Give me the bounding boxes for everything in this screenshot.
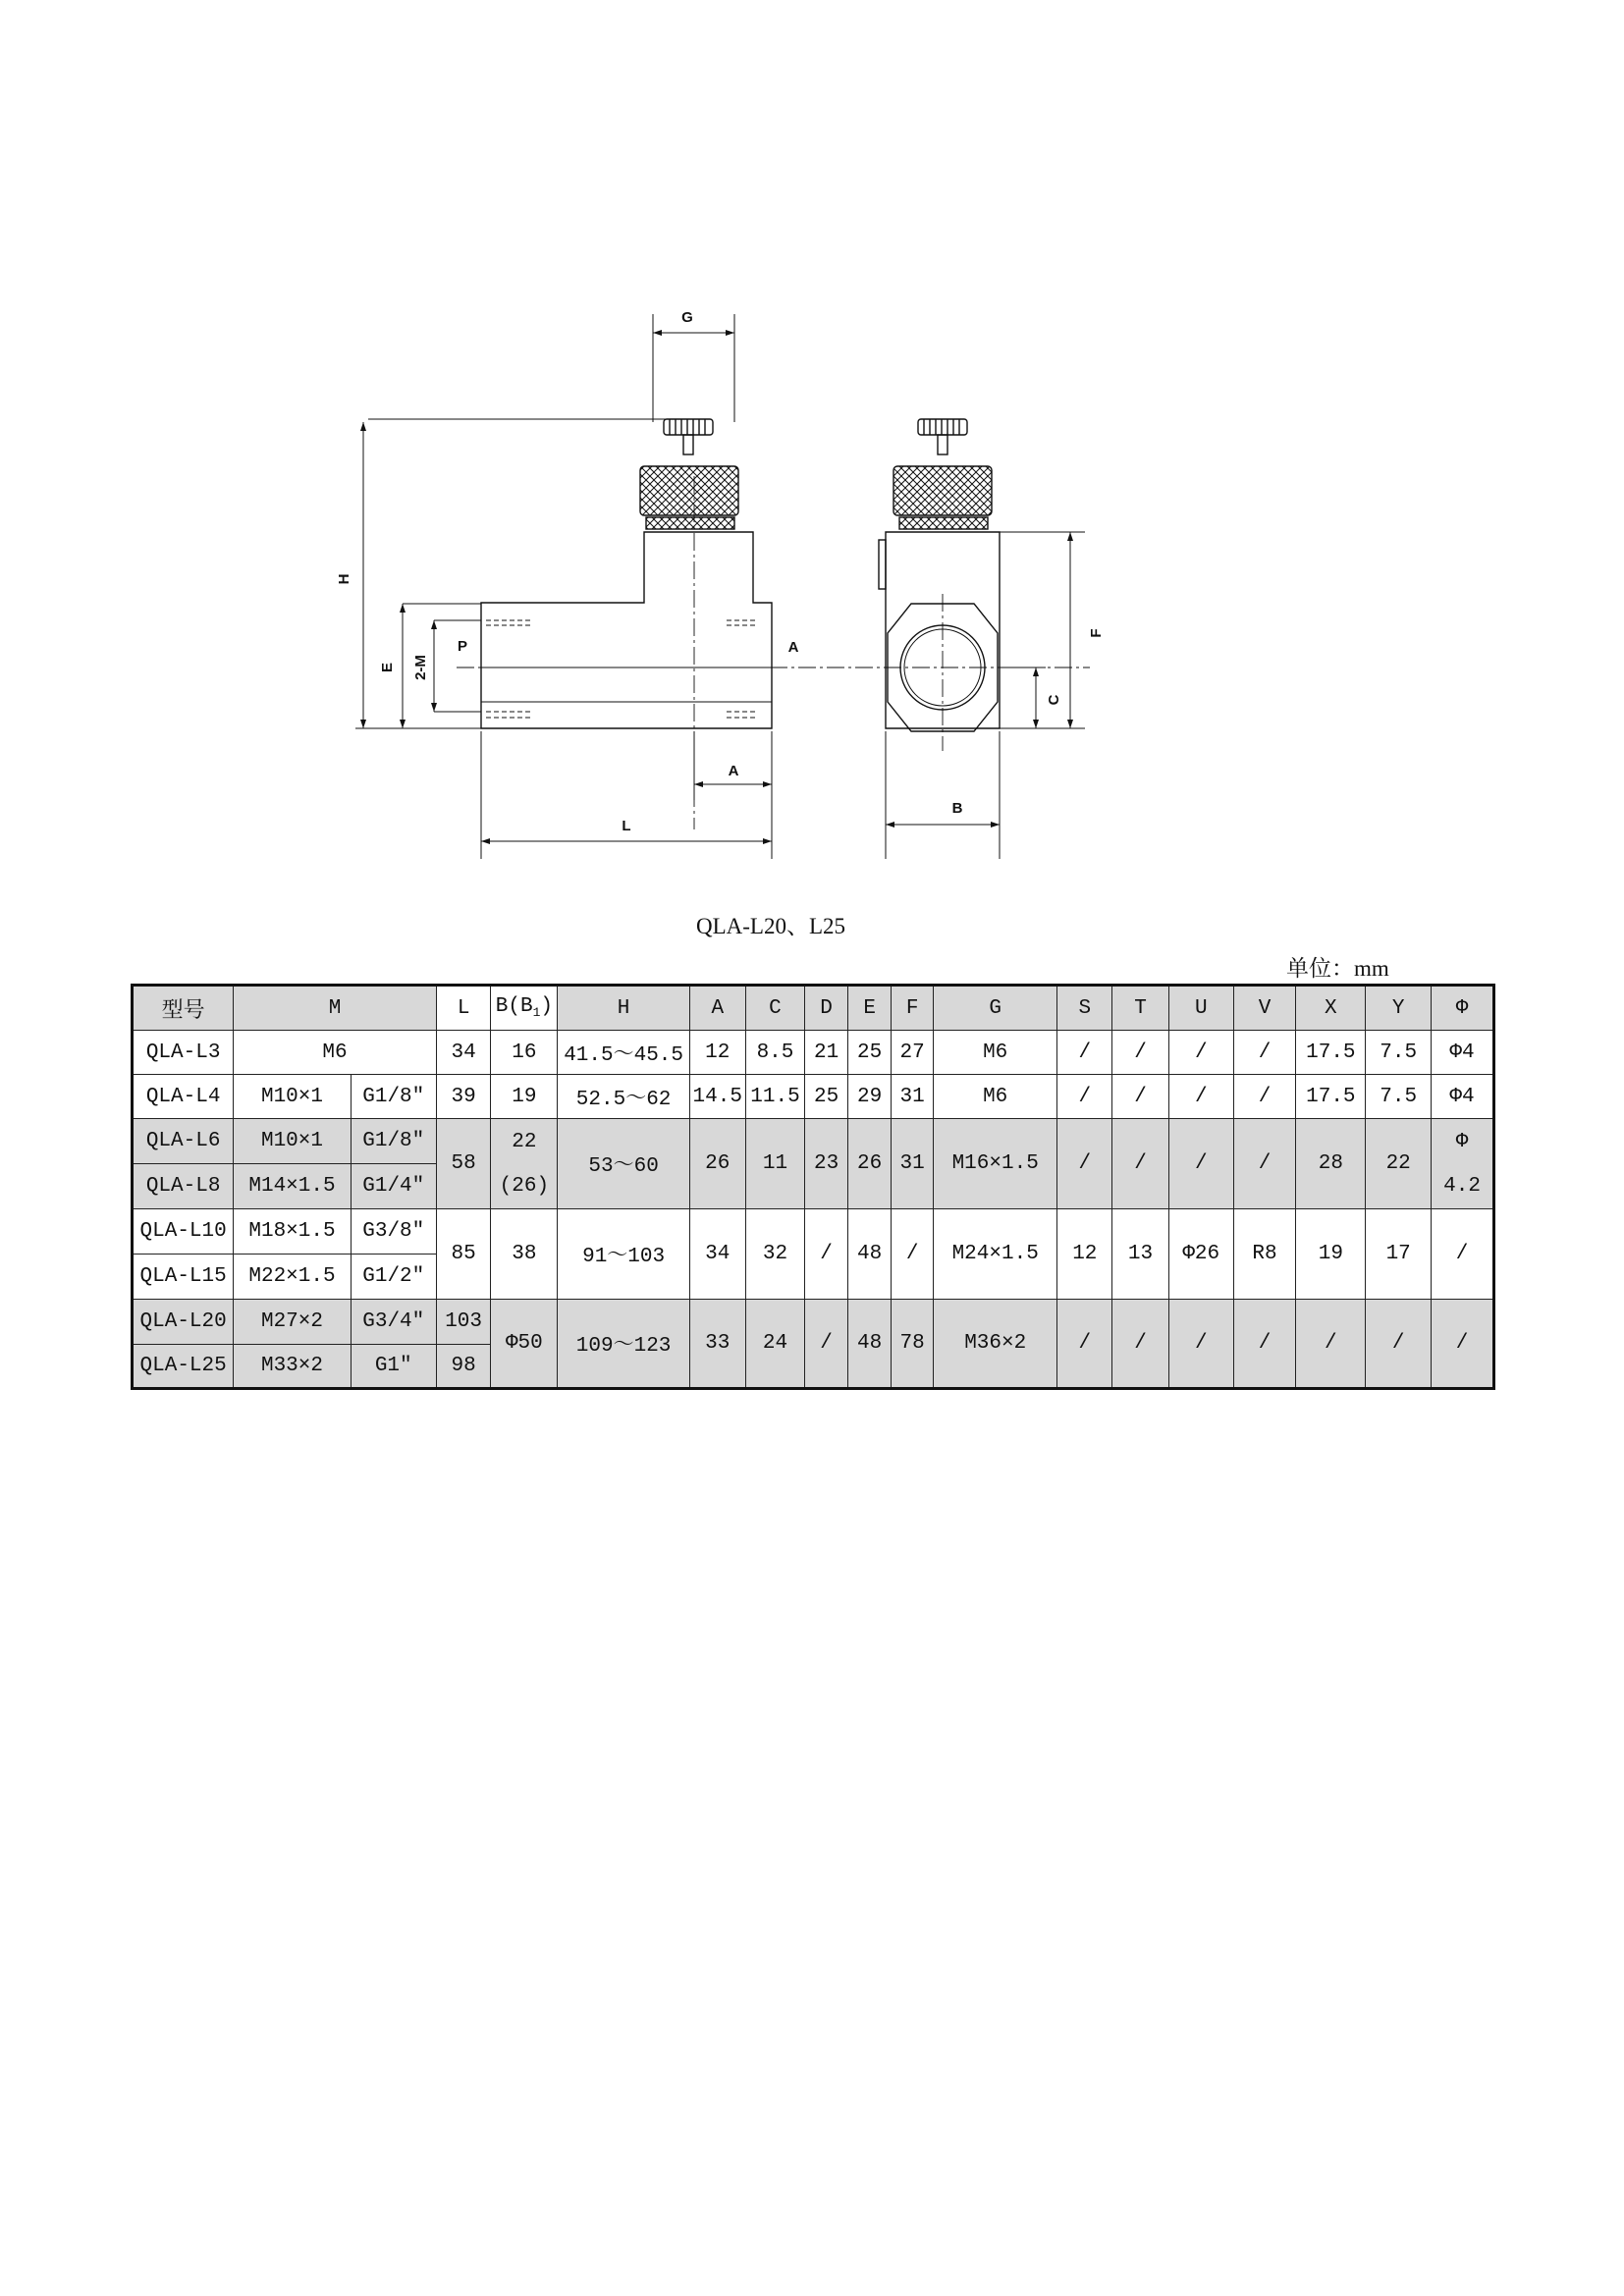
- cell-s: /: [1057, 1075, 1112, 1119]
- cell-u: /: [1168, 1031, 1233, 1075]
- cell-g: M6: [933, 1075, 1057, 1119]
- cell-f: 31: [892, 1119, 934, 1208]
- cell-e: 48: [847, 1208, 892, 1299]
- side-valve-body: [481, 532, 772, 728]
- cell-g: M24×1.5: [933, 1208, 1057, 1299]
- cell-m-thread: M33×2: [234, 1344, 351, 1388]
- cell-m-thread: M27×2: [234, 1299, 351, 1344]
- cell-phi: Φ4: [1432, 1075, 1494, 1119]
- cell-x: 28: [1296, 1119, 1366, 1208]
- cell-b: 22: [491, 1119, 558, 1164]
- cell-phi: /: [1432, 1299, 1494, 1388]
- cell-u: /: [1168, 1119, 1233, 1208]
- table-row: [133, 1031, 1494, 1075]
- cell-v: R8: [1233, 1208, 1296, 1299]
- cell-y: /: [1366, 1299, 1432, 1388]
- header-u: U: [1168, 986, 1233, 1031]
- header-b: $B(B_1)$: [491, 986, 558, 1031]
- cell-f: /: [892, 1208, 934, 1299]
- cell-e: 25: [847, 1031, 892, 1075]
- cell-v: /: [1233, 1075, 1296, 1119]
- valve-technical-drawing: [324, 299, 1110, 869]
- cell-e: 29: [847, 1075, 892, 1119]
- cell-m-thread: M10×1: [234, 1119, 351, 1164]
- header-v: V: [1233, 986, 1296, 1031]
- cell-m-pipe: G1": [351, 1344, 436, 1388]
- cell-c: 11.5: [745, 1075, 805, 1119]
- dim-label-g: G: [681, 309, 693, 326]
- cell-h: 91～103: [558, 1208, 690, 1299]
- header-e: E: [847, 986, 892, 1031]
- cell-y: 7.5: [1366, 1075, 1432, 1119]
- dim-label-b: B: [951, 800, 963, 817]
- header-row: [133, 986, 1494, 1031]
- cell-m-thread: M10×1: [234, 1075, 351, 1119]
- cell-y: 17: [1366, 1208, 1432, 1299]
- header-d: D: [805, 986, 848, 1031]
- cell-h: 109～123: [558, 1299, 690, 1388]
- cell-c: 11: [745, 1119, 805, 1208]
- cell-h: 41.5～45.5: [558, 1031, 690, 1075]
- cell-b: 38: [491, 1208, 558, 1299]
- cell-f: 31: [892, 1075, 934, 1119]
- front-lock-nut: [893, 466, 992, 515]
- dim-label-a: A: [728, 763, 739, 779]
- cell-b: 16: [491, 1031, 558, 1075]
- cell-model: QLA-L15: [133, 1254, 234, 1299]
- cell-m-thread: M22×1.5: [234, 1254, 351, 1299]
- table-row: [133, 1075, 1494, 1119]
- table-row: [133, 1208, 1494, 1254]
- cell-model: QLA-L3: [133, 1031, 234, 1075]
- cell-model: QLA-L25: [133, 1344, 234, 1388]
- cell-l: 58: [436, 1119, 491, 1208]
- dim-label-l: L: [622, 818, 631, 834]
- cell-s: 12: [1057, 1208, 1112, 1299]
- cell-h: 53～60: [558, 1119, 690, 1208]
- cell-f: 27: [892, 1031, 934, 1075]
- port-label-a: A: [787, 639, 799, 656]
- specification-table: [131, 984, 1495, 1390]
- cell-u: Φ26: [1168, 1208, 1233, 1299]
- cell-phi: Φ4: [1432, 1031, 1494, 1075]
- cell-m-pipe: G1/2": [351, 1254, 436, 1299]
- cell-m-pipe: G1/8": [351, 1119, 436, 1164]
- side-view: [457, 419, 1090, 829]
- side-lock-washer: [646, 517, 734, 529]
- cell-a: 14.5: [689, 1075, 745, 1119]
- cell-d: 21: [805, 1031, 848, 1075]
- cell-c: 32: [745, 1208, 805, 1299]
- header-m: M: [234, 986, 437, 1031]
- cell-s: /: [1057, 1299, 1112, 1388]
- cell-g: M36×2: [933, 1299, 1057, 1388]
- cell-a: 34: [689, 1208, 745, 1299]
- figure-caption: QLA-L20、L25: [695, 914, 846, 938]
- header-h: H: [558, 986, 690, 1031]
- cell-phi: 4.2: [1432, 1164, 1494, 1208]
- cell-m-thread: M18×1.5: [234, 1208, 351, 1254]
- table-row: [133, 1119, 1494, 1164]
- header-t: T: [1112, 986, 1169, 1031]
- header-s: S: [1057, 986, 1112, 1031]
- cell-t: /: [1112, 1299, 1169, 1388]
- cell-s: /: [1057, 1119, 1112, 1208]
- cell-b: (26): [491, 1164, 558, 1208]
- cell-e: 48: [847, 1299, 892, 1388]
- cell-l: 34: [436, 1031, 491, 1075]
- cell-v: /: [1233, 1119, 1296, 1208]
- side-lock-nut: [640, 466, 738, 515]
- header-f: F: [892, 986, 934, 1031]
- cell-x: 17.5: [1296, 1075, 1366, 1119]
- cell-l: 98: [436, 1344, 491, 1388]
- cell-model: QLA-L8: [133, 1164, 234, 1208]
- cell-h: 52.5～62: [558, 1075, 690, 1119]
- dim-label-h: H: [336, 573, 352, 585]
- cell-model: QLA-L6: [133, 1119, 234, 1164]
- header-c: C: [745, 986, 805, 1031]
- cell-u: /: [1168, 1299, 1233, 1388]
- cell-d: /: [805, 1208, 848, 1299]
- cell-e: 26: [847, 1119, 892, 1208]
- cell-t: /: [1112, 1075, 1169, 1119]
- cell-b: Φ50: [491, 1299, 558, 1388]
- cell-g: M16×1.5: [933, 1119, 1057, 1208]
- dim-label-e: E: [379, 662, 396, 673]
- cell-m-pipe: G3/4": [351, 1299, 436, 1344]
- unit-label: 单位：mm: [1286, 956, 1389, 981]
- cell-d: 23: [805, 1119, 848, 1208]
- cell-m: M6: [234, 1031, 437, 1075]
- front-view: [879, 419, 1000, 751]
- header-y: Y: [1366, 986, 1432, 1031]
- header-a: A: [689, 986, 745, 1031]
- cell-a: 33: [689, 1299, 745, 1388]
- cell-y: 7.5: [1366, 1031, 1432, 1075]
- cell-m-thread: M14×1.5: [234, 1164, 351, 1208]
- cell-l: 103: [436, 1299, 491, 1344]
- cell-d: /: [805, 1299, 848, 1388]
- cell-v: /: [1233, 1299, 1296, 1388]
- cell-l: 39: [436, 1075, 491, 1119]
- cell-d: 25: [805, 1075, 848, 1119]
- dim-label-f: F: [1088, 628, 1105, 638]
- dim-label-2m: 2-M: [412, 655, 429, 680]
- cell-a: 26: [689, 1119, 745, 1208]
- cell-phi: Φ: [1432, 1119, 1494, 1164]
- cell-x: 17.5: [1296, 1031, 1366, 1075]
- cell-u: /: [1168, 1075, 1233, 1119]
- cell-model: QLA-L4: [133, 1075, 234, 1119]
- cell-b: 19: [491, 1075, 558, 1119]
- cell-f: 78: [892, 1299, 934, 1388]
- header-l: L: [436, 986, 491, 1031]
- header-model: 型号: [133, 986, 234, 1031]
- cell-t: /: [1112, 1031, 1169, 1075]
- cell-t: /: [1112, 1119, 1169, 1208]
- front-lock-washer: [899, 517, 988, 529]
- cell-m-pipe: G1/4": [351, 1164, 436, 1208]
- header-phi: Φ: [1432, 986, 1494, 1031]
- cell-c: 8.5: [745, 1031, 805, 1075]
- cell-s: /: [1057, 1031, 1112, 1075]
- dim-label-c: C: [1046, 694, 1062, 706]
- cell-x: 19: [1296, 1208, 1366, 1299]
- cell-x: /: [1296, 1299, 1366, 1388]
- cell-y: 22: [1366, 1119, 1432, 1208]
- cell-t: 13: [1112, 1208, 1169, 1299]
- cell-phi: /: [1432, 1208, 1494, 1299]
- cell-model: QLA-L20: [133, 1299, 234, 1344]
- table-row: [133, 1299, 1494, 1344]
- cell-a: 12: [689, 1031, 745, 1075]
- cell-l: 85: [436, 1208, 491, 1299]
- header-g: G: [933, 986, 1057, 1031]
- cell-c: 24: [745, 1299, 805, 1388]
- port-label-p: P: [457, 638, 468, 655]
- cell-m-pipe: G3/8": [351, 1208, 436, 1254]
- cell-v: /: [1233, 1031, 1296, 1075]
- cell-model: QLA-L10: [133, 1208, 234, 1254]
- cell-g: M6: [933, 1031, 1057, 1075]
- header-x: X: [1296, 986, 1366, 1031]
- cell-m-pipe: G1/8": [351, 1075, 436, 1119]
